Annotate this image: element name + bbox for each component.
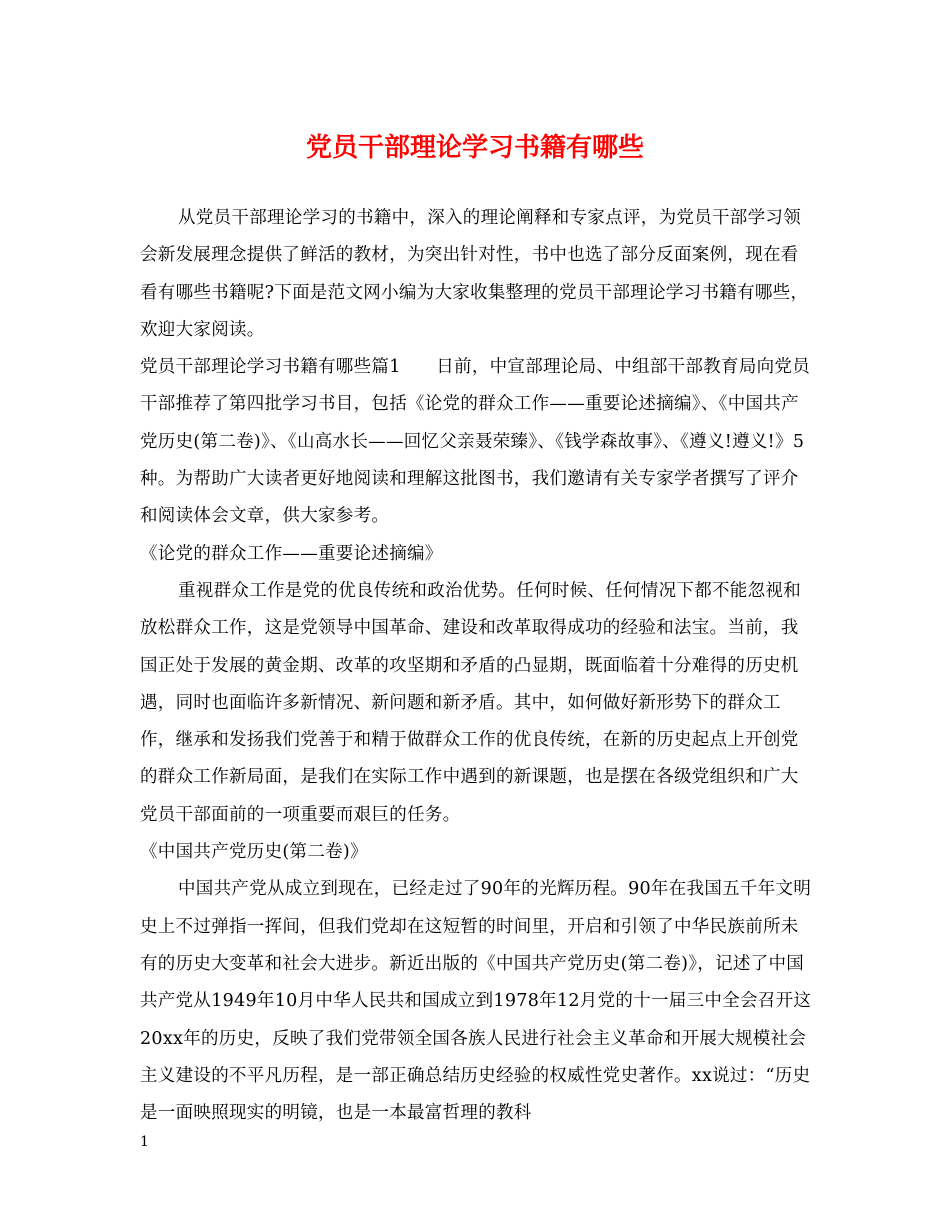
- document-body: [140, 200, 812, 1132]
- section1-paragraph: 党员干部理论学习书籍有哪些篇1 日前，中宣部理论局、中组部干部教育局向党员干部推荐了第四批学习书目，包括《论党的群众工作——重要论述摘编》、《中国共产党历史(第二卷)》、《山高水长——回忆父亲聂荣臻》、《钱学森故事》、《遵义!遵义!》5种。为帮助广大读者更好地阅读和理解这批图书，我们邀请有关专家学者撰写了评介和阅读体会文章，供大家参考。: [140, 357, 811, 527]
- document-title: 党员干部理论学习书籍有哪些: [305, 133, 644, 163]
- page-number: 1: [140, 1134, 149, 1150]
- book2-paragraph: 中国共产党从成立到现在，已经走过了90年的光辉历程。90年在我国五千年文明史上不过弹指一挥间，但我们党却在这短暂的时间里，开启和引领了中华民族前所未有的历史大变革和社会大进步。新近出版的《中国共产党历史(第二卷)》，记述了中国共产党从1949年10月中华人民共和国成立到1978年12月党的十一届三中全会召开这20xx年的历史，反映了我们党带领全国各族人民进行社会主义革命和开展大规模社会主义建设的不平凡历程，是一部正确总结历史经验的权威性党史著作。xx说过：“历史是一面映照现实的明镜，也是一本最富哲理的教科: [140, 879, 812, 1124]
- book1-paragraph: 重视群众工作是党的优良传统和政治优势。任何时候、任何情况下都不能忽视和放松群众工作，这是党领导中国革命、建设和改革取得成功的经验和法宝。当前，我国正处于发展的黄金期、改革的攻坚期和矛盾的凸显期，既面临着十分难得的历史机遇，同时也面临许多新情况、新问题和新矛盾。其中，如何做好新形势下的群众工作，继承和发扬我们党善于和精于做群众工作的优良传统，在新的历史起点上开创党的群众工作新局面，是我们在实际工作中遇到的新课题，也是摆在各级党组织和广大党员干部面前的一项重要而艰巨的任务。: [140, 580, 801, 825]
- book2-heading: 《中国共产党历史(第二卷)》: [140, 842, 368, 863]
- book1-heading: 《论党的群众工作——重要论述摘编》: [140, 543, 443, 564]
- intro-paragraph: 从党员干部理论学习的书籍中，深入的理论阐释和专家点评，为党员干部学习领会新发展理念提供了鲜活的教材，为突出针对性，书中也选了部分反面案例，现在看看有哪些书籍呢?下面是范文网小编为大家收集整理的党员干部理论学习书籍有哪些，欢迎大家阅读。: [140, 208, 809, 340]
